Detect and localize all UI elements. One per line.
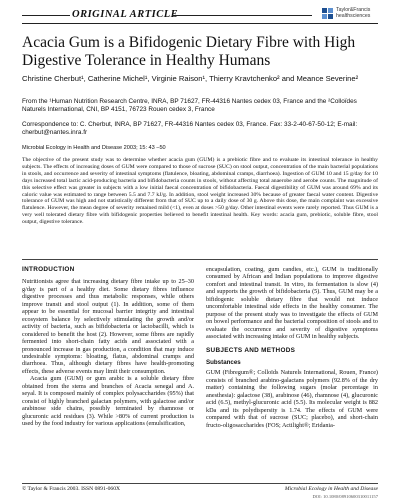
- journal-name: Microbial Ecology in Health and Disease: [284, 486, 378, 492]
- header: [22, 6, 378, 28]
- journal-citation: Microbial Ecology in Health and Disease 2003; 15: 43 –50: [22, 145, 166, 151]
- publisher-logo: [322, 6, 382, 24]
- abstract-divider: [22, 259, 378, 260]
- header-rule-right: [172, 15, 312, 16]
- section-heading-introduction: INTRODUCTION: [22, 266, 75, 273]
- author-list: Christine Cherbut¹, Catherine Michel¹, Virginie Raison¹, Thierry Kravtchenko² and Meance Severine²: [22, 74, 359, 83]
- publisher-logo-icon: [322, 8, 334, 20]
- abstract: The objective of the present study was to determine whether acacia gum (GUM) is a prebiotic fibre and to evaluate its intestinal tolerance in healthy subjects. The effects of increasing doses of GUM were compared to those of sucrose (SUC) on stool output, concentration of the main bacterial populations in stools, and occurrence and severity of intestinal symptoms (flatulence, bloating, abdominal cramps, diarrhoea). Ingestion of GUM 10 and 15 g/day for 10 days increased total lactic acid-producing bacteria and bifidobacteria counts in stools, without affecting total anaerobe and aerobe counts. The magnitude of this selective effect was greater in subjects with a low initial faecal concentration of bifidobacteria. Faecal digestibility of GUM was around 69% and its caloric value was estimated to range between 5.5 and 7.7 kJ/g. In addition, stool weight increased 30% because of greater faecal water content. Digestive tolerance of GUM was high and not statistically different from that of SUC up to a daily dose of 30 g. Above this dose, the main complaint was excessive flatulence. However, the mean degree of severity remained mild (<1), even at doses >50 g/day. Other intestinal events were rarely reported. Thus GUM is a very well tolerated dietary fibre with bifidogenic properties believed to benefit intestinal health. Key words: acacia gum, prebiotic, soluble fibre, stool output, digestive tolerance.: [22, 157, 378, 226]
- section-heading-methods: SUBJECTS AND METHODS: [206, 346, 296, 354]
- footer-divider: [22, 483, 378, 484]
- paragraph: Nutritionists agree that increasing dietary fibre intake up to 25–30 g/day is part of a healthy diet. Some dietary fibres influence digestive processes and thus metabolic responses, while others improve transit and stool output (1). In addition, some of them appear to be essential for mucosal barrier integrity and intestinal ecosystem balance by selectively stimulating the growth and/or activity of bacteria, such as bifidobacteria or lactobacilli, which is considered to benefit the host (2). However, some fibres are rapidly fermented into short-chain fatty acids and associated with a pronounced increase in gas production, a condition that may induce undesirable symptoms: bloating, flatus, abdominal cramps and diarrhoea. Thus, although dietary fibres have health-promoting effects, these adverse events may limit their consumption.: [22, 278, 194, 375]
- header-rule-bottom: [22, 23, 378, 24]
- paragraph: encapsulation, coating, gum candies, etc.), GUM is traditionally consumed by African and Indian populations to improve digestive comfort and intestinal transit. In vitro, its fermentation is slow (4) and supports the growth of bifidobacteria (5). Thus, GUM may be a bifidogenic soluble dietary fibre that would not induce uncomfortable intestinal side effects in the healthy consumer. The purpose of the present study was to investigate the effects of GUM on bowel performance and the bacterial composition of stools and to evaluate the occurrence and severity of digestive symptoms associated with increasing intake of GUM in healthy subjects.: [206, 266, 378, 341]
- correspondence: Correspondence to: C. Cherbut, INRA, BP 71627, FR-44316 Nantes cedex 03, France. Fax: 33-2-40-67-50-12; E-mail: cherbut@nantes.inra.fr: [22, 121, 358, 137]
- subsection-heading: Substances: [206, 358, 241, 366]
- article-type: ORIGINAL ARTICLE: [72, 9, 179, 20]
- right-column: [206, 266, 378, 429]
- publisher-logo-text: Taylor&Francis healthsciences: [336, 7, 371, 19]
- doi: DOI: 10.1080/08910600310011157: [312, 494, 378, 499]
- article-title: Acacia Gum is a Bifidogenic Dietary Fibre with High Digestive Tolerance in Healthy Humans: [22, 34, 356, 69]
- left-column: [22, 266, 194, 428]
- affiliation: From the ¹Human Nutrition Research Centre, INRA, BP 71627, FR-44316 Nantes cedex 03, France and the ²Colloïdes Naturels International, CNI, BP 4151, 76723 Rouen cedex 3, France: [22, 98, 357, 114]
- paragraph: GUM (Fibregum®; Colloïds Naturels International, Rouen, France) consists of branched arabino-galactans polymers (92.8% of the dry matter) containing the following sugars (molar percentage in anesthesia): galactose (38), arabinose (46), rhamnose (4), glucuronic acid (6.5), methyl-glucuronic acid (5.5). Its molecular weight is 882 kDa and its polydispersity is 1.74. The effects of GUM were compared with that of sucrose (SUC; placebo), and short-chain fructo-oligosaccharides (FOS; Actilight®; Eridania-: [206, 369, 378, 429]
- copyright: © Taylor & Francis 2003. ISSN 0891-060X: [22, 486, 121, 492]
- paragraph: Acacia gum (GUM) or gum arabic is a soluble dietary fibre obtained from the stems and branches of Acacia senegal and A. seyal. It is composed mainly of complex polysaccharides (95%) that consist of highly branched galactan polymers, with galactose and/or arabinose side chains, possibly terminated by rhamnose or glucuronic acid residues (3). While >80% of current production is used by the food industry for various applications (emulsification,: [22, 375, 194, 428]
- header-rule-left: [22, 15, 70, 16]
